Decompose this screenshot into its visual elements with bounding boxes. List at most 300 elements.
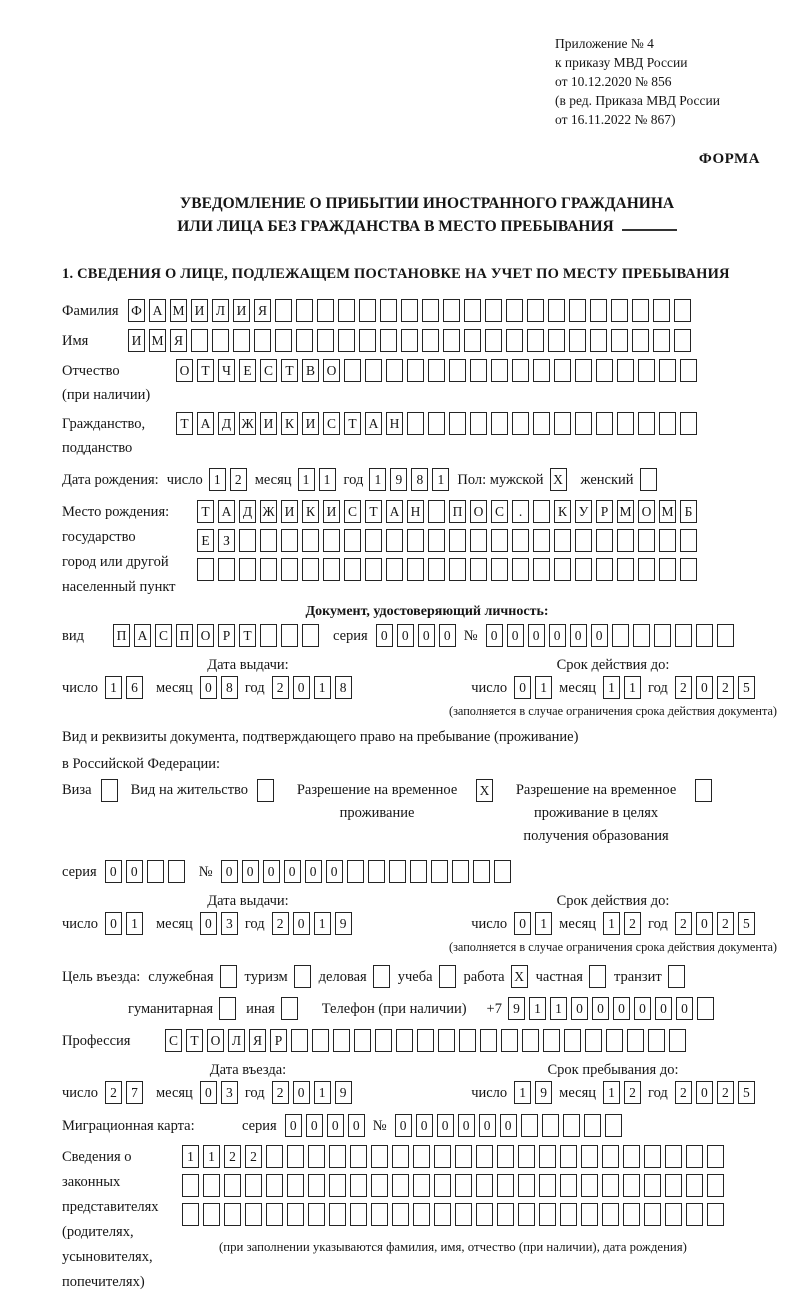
phone-cells xyxy=(508,997,714,1020)
issue-year-cells xyxy=(272,676,352,699)
char-cell xyxy=(470,359,487,382)
char-cell xyxy=(653,329,670,352)
char-cell xyxy=(596,529,613,552)
char-cell xyxy=(434,1145,451,1168)
issue-day-cells xyxy=(105,912,143,935)
char-cell: Я xyxy=(249,1029,266,1052)
char-cell xyxy=(491,558,508,581)
char-cell: 0 xyxy=(528,624,545,647)
char-cell: X xyxy=(511,965,528,988)
issue-year-cells xyxy=(272,912,352,935)
char-cell: 8 xyxy=(411,468,428,491)
char-cell xyxy=(494,860,511,883)
char-cell: 0 xyxy=(126,860,143,883)
char-cell xyxy=(413,1174,430,1197)
purpose-option-label: туризм xyxy=(244,969,288,985)
char-cell xyxy=(417,1029,434,1052)
purpose-work-checkbox xyxy=(511,965,528,988)
phone-prefix: +7 xyxy=(486,1001,502,1017)
visa-option xyxy=(62,779,118,802)
char-cell: П xyxy=(449,500,466,523)
char-cell xyxy=(596,359,613,382)
char-cell xyxy=(375,1029,392,1052)
char-cell: 1 xyxy=(535,912,552,935)
char-cell xyxy=(245,1203,262,1226)
char-cell xyxy=(623,1203,640,1226)
char-cell: К xyxy=(302,500,319,523)
purpose-row-2 xyxy=(62,997,792,1022)
char-cell: 2 xyxy=(717,912,734,935)
char-cell: 0 xyxy=(105,912,122,935)
char-cell: С xyxy=(491,500,508,523)
char-cell: 0 xyxy=(479,1114,496,1137)
char-cell: 9 xyxy=(508,997,525,1020)
char-cell xyxy=(518,1174,535,1197)
char-cell: 1 xyxy=(105,676,122,699)
char-cell: 0 xyxy=(293,676,310,699)
char-cell xyxy=(665,1174,682,1197)
char-cell: 1 xyxy=(624,676,641,699)
birth-date-row xyxy=(62,468,792,493)
char-cell: 0 xyxy=(200,676,217,699)
char-cell xyxy=(281,558,298,581)
month-label: месяц xyxy=(559,680,597,696)
char-cell xyxy=(354,1029,371,1052)
char-cell xyxy=(220,965,237,988)
char-cell: Т xyxy=(344,412,361,435)
char-cell: 1 xyxy=(126,912,143,935)
expiry-month-cells xyxy=(603,912,641,935)
char-cell xyxy=(281,624,298,647)
char-cell xyxy=(455,1203,472,1226)
char-cell xyxy=(287,1203,304,1226)
doc-series-label: серия xyxy=(333,628,368,644)
char-cell: 0 xyxy=(514,912,531,935)
char-cell xyxy=(680,359,697,382)
char-cell xyxy=(707,1145,724,1168)
series-label: серия xyxy=(62,864,97,880)
char-cell: С xyxy=(323,412,340,435)
citizenship-label: Гражданство, подданство xyxy=(62,416,146,456)
expiry-day-cells xyxy=(514,676,552,699)
char-cell xyxy=(323,529,340,552)
char-cell xyxy=(602,1174,619,1197)
char-cell: И xyxy=(260,412,277,435)
char-cell xyxy=(575,529,592,552)
char-cell xyxy=(674,329,691,352)
expiry-year-cells xyxy=(675,912,755,935)
birth-place-block xyxy=(62,500,792,600)
char-cell: 2 xyxy=(272,676,289,699)
char-cell xyxy=(413,1203,430,1226)
char-cell xyxy=(350,1203,367,1226)
migration-card-row xyxy=(62,1114,792,1139)
char-cell xyxy=(233,329,250,352)
char-cell xyxy=(560,1145,577,1168)
char-cell: Т xyxy=(239,624,256,647)
char-cell: 0 xyxy=(507,624,524,647)
purpose-label: Цель въезда: xyxy=(62,969,141,985)
char-cell xyxy=(569,299,586,322)
char-cell xyxy=(191,329,208,352)
purpose-private-checkbox xyxy=(589,965,606,988)
char-cell xyxy=(302,624,319,647)
char-cell xyxy=(275,329,292,352)
char-cell xyxy=(380,329,397,352)
month-label: месяц xyxy=(155,1085,193,1101)
char-cell xyxy=(329,1174,346,1197)
char-cell xyxy=(554,558,571,581)
doc-series-cells xyxy=(376,624,456,647)
header-line: от 10.12.2020 № 856 xyxy=(555,74,672,89)
purpose-row xyxy=(62,965,792,990)
char-cell xyxy=(371,1145,388,1168)
char-cell: А xyxy=(149,299,166,322)
day-label: число xyxy=(471,916,508,932)
char-cell xyxy=(653,299,670,322)
char-cell: Т xyxy=(365,500,382,523)
char-cell: 0 xyxy=(221,860,238,883)
representatives-note: (при заполнении указываются фамилия, имя, отчество (при наличии), дата рождения) xyxy=(219,1240,687,1254)
char-cell: 9 xyxy=(335,912,352,935)
char-cell xyxy=(533,558,550,581)
temp-residence-edu-checkbox xyxy=(695,779,712,802)
representatives-row-2 xyxy=(182,1174,724,1197)
purpose-option-label: транзит xyxy=(613,969,662,985)
char-cell: 0 xyxy=(305,860,322,883)
char-cell xyxy=(640,468,657,491)
char-cell: 0 xyxy=(591,624,608,647)
char-cell xyxy=(590,329,607,352)
char-cell: 1 xyxy=(603,676,620,699)
header-line: (в ред. Приказа МВД России xyxy=(555,93,720,108)
char-cell xyxy=(491,412,508,435)
char-cell xyxy=(266,1174,283,1197)
char-cell xyxy=(470,558,487,581)
char-cell xyxy=(294,965,311,988)
char-cell xyxy=(317,329,334,352)
char-cell: 8 xyxy=(335,676,352,699)
section-1-heading: 1. СВЕДЕНИЯ О ЛИЦЕ, ПОДЛЕЖАЩЕМ ПОСТАНОВКЕ НА УЧЕТ ПО МЕСТУ ПРЕБЫВАНИЯ xyxy=(62,266,730,282)
char-cell: 0 xyxy=(284,860,301,883)
char-cell xyxy=(539,1174,556,1197)
char-cell: 0 xyxy=(437,1114,454,1137)
char-cell: 2 xyxy=(675,912,692,935)
char-cell: И xyxy=(323,500,340,523)
char-cell xyxy=(623,1174,640,1197)
char-cell xyxy=(350,1174,367,1197)
char-cell: 0 xyxy=(514,676,531,699)
char-cell xyxy=(696,624,713,647)
char-cell: Е xyxy=(239,359,256,382)
char-cell: 0 xyxy=(549,624,566,647)
sex-male-group xyxy=(457,468,566,493)
char-cell xyxy=(312,1029,329,1052)
surname-label: Фамилия xyxy=(62,303,119,319)
char-cell xyxy=(219,997,236,1020)
profession-row xyxy=(62,1029,792,1054)
char-cell: Ж xyxy=(260,500,277,523)
stay-until-title: Срок пребывания до: xyxy=(547,1062,679,1078)
char-cell xyxy=(281,529,298,552)
char-cell xyxy=(611,329,628,352)
char-cell xyxy=(443,329,460,352)
char-cell: К xyxy=(554,500,571,523)
char-cell: 1 xyxy=(182,1145,199,1168)
char-cell xyxy=(522,1029,539,1052)
char-cell: 0 xyxy=(293,912,310,935)
char-cell: Р xyxy=(218,624,235,647)
char-cell xyxy=(296,329,313,352)
char-cell: 0 xyxy=(348,1114,365,1137)
document-title xyxy=(62,192,792,238)
char-cell xyxy=(359,329,376,352)
char-cell xyxy=(533,529,550,552)
phone-label: Телефон (при наличии) xyxy=(321,1001,467,1017)
char-cell xyxy=(407,529,424,552)
char-cell xyxy=(329,1145,346,1168)
char-cell xyxy=(668,965,685,988)
issue-date-title: Дата выдачи: xyxy=(207,657,289,673)
day-label: число xyxy=(166,472,203,488)
title-line-2: ИЛИ ЛИЦА БЕЗ ГРАЖДАНСТВА В МЕСТО ПРЕБЫВАНИЯ xyxy=(62,215,792,238)
sex-female-group xyxy=(581,468,657,493)
char-cell xyxy=(539,1203,556,1226)
char-cell xyxy=(459,1029,476,1052)
char-cell: С xyxy=(155,624,172,647)
char-cell xyxy=(644,1145,661,1168)
char-cell: 2 xyxy=(675,1081,692,1104)
migration-card-label: Миграционная карта: xyxy=(62,1118,195,1134)
char-cell: 1 xyxy=(603,1081,620,1104)
char-cell: 2 xyxy=(272,912,289,935)
char-cell xyxy=(648,1029,665,1052)
char-cell xyxy=(260,558,277,581)
identity-doc-title: Документ, удостоверяющий личность: xyxy=(305,604,549,619)
purpose-commercial-checkbox xyxy=(373,965,390,988)
char-cell: 5 xyxy=(738,1081,755,1104)
char-cell: 2 xyxy=(675,676,692,699)
char-cell: 0 xyxy=(655,997,672,1020)
char-cell xyxy=(449,412,466,435)
char-cell xyxy=(596,412,613,435)
char-cell: 0 xyxy=(570,624,587,647)
char-cell xyxy=(596,558,613,581)
char-cell xyxy=(449,529,466,552)
year-label: год xyxy=(244,1085,265,1101)
char-cell: И xyxy=(191,299,208,322)
char-cell xyxy=(308,1174,325,1197)
month-label: месяц xyxy=(559,1085,597,1101)
char-cell: 0 xyxy=(696,676,713,699)
char-cell xyxy=(638,529,655,552)
legal-header xyxy=(555,34,792,129)
char-cell: Т xyxy=(281,359,298,382)
char-cell xyxy=(347,860,364,883)
char-cell xyxy=(476,1145,493,1168)
char-cell xyxy=(563,1114,580,1137)
char-cell xyxy=(308,1145,325,1168)
series-label: серия xyxy=(242,1118,277,1134)
entry-day-cells xyxy=(105,1081,143,1104)
char-cell: 0 xyxy=(500,1114,517,1137)
char-cell: В xyxy=(302,359,319,382)
doc-kind-label: вид xyxy=(62,628,84,644)
issue-day-cells xyxy=(105,676,143,699)
expiry-note: (заполняется в случае ограничения срока действия документа) xyxy=(448,704,778,718)
number-label: № xyxy=(372,1118,387,1134)
char-cell xyxy=(669,1029,686,1052)
birth-year-group xyxy=(344,468,450,493)
birth-day-group xyxy=(167,468,247,493)
char-cell: 8 xyxy=(221,676,238,699)
char-cell xyxy=(527,299,544,322)
char-cell: 1 xyxy=(298,468,315,491)
char-cell xyxy=(686,1203,703,1226)
char-cell xyxy=(675,624,692,647)
residence-permit-option xyxy=(131,779,274,802)
char-cell xyxy=(581,1203,598,1226)
day-label: число xyxy=(62,1085,98,1101)
char-cell xyxy=(539,1145,556,1168)
char-cell: 2 xyxy=(624,1081,641,1104)
purpose-other-checkbox xyxy=(281,997,298,1020)
char-cell xyxy=(527,329,544,352)
issue-month-cells xyxy=(200,676,238,699)
char-cell: 0 xyxy=(263,860,280,883)
visa-label: Виза xyxy=(62,782,92,798)
char-cell xyxy=(521,1114,538,1137)
char-cell: М xyxy=(149,329,166,352)
expiry-note: (заполняется в случае ограничения срока действия документа) xyxy=(448,940,778,954)
char-cell xyxy=(224,1203,241,1226)
temp-residence-edu-label: Разрешение на временное проживание в целях получения образования xyxy=(515,782,677,844)
char-cell: Р xyxy=(270,1029,287,1052)
residence-number-cells xyxy=(221,860,511,883)
char-cell: А xyxy=(197,412,214,435)
char-cell xyxy=(584,1114,601,1137)
purpose-tourism-checkbox xyxy=(294,965,311,988)
char-cell xyxy=(431,860,448,883)
char-cell: Т xyxy=(186,1029,203,1052)
char-cell xyxy=(281,997,298,1020)
char-cell: И xyxy=(281,500,298,523)
char-cell xyxy=(476,1174,493,1197)
char-cell: Т xyxy=(197,500,214,523)
entry-month-cells xyxy=(200,1081,238,1104)
char-cell: 2 xyxy=(224,1145,241,1168)
char-cell: 2 xyxy=(245,1145,262,1168)
residence-permit-label: Вид на жительство xyxy=(130,782,249,798)
char-cell: Ч xyxy=(218,359,235,382)
char-cell xyxy=(464,299,481,322)
purpose-option-label: деловая xyxy=(318,969,367,985)
char-cell xyxy=(333,1029,350,1052)
representatives-block xyxy=(62,1145,792,1295)
year-label: год xyxy=(343,472,364,488)
char-cell xyxy=(266,1203,283,1226)
birth-month-cells xyxy=(298,468,336,491)
char-cell xyxy=(260,624,277,647)
char-cell: А xyxy=(365,412,382,435)
char-cell xyxy=(287,1145,304,1168)
char-cell xyxy=(569,329,586,352)
char-cell xyxy=(254,329,271,352)
char-cell xyxy=(329,1203,346,1226)
birth-date-label: Дата рождения: xyxy=(62,472,159,488)
char-cell: Н xyxy=(386,412,403,435)
char-cell: 0 xyxy=(696,1081,713,1104)
char-cell xyxy=(344,558,361,581)
char-cell: 6 xyxy=(126,676,143,699)
char-cell xyxy=(473,860,490,883)
char-cell: Е xyxy=(197,529,214,552)
month-label: месяц xyxy=(559,916,597,932)
char-cell xyxy=(659,529,676,552)
char-cell xyxy=(203,1203,220,1226)
char-cell xyxy=(644,1203,661,1226)
char-cell: О xyxy=(638,500,655,523)
char-cell: 2 xyxy=(230,468,247,491)
char-cell xyxy=(368,860,385,883)
char-cell xyxy=(638,558,655,581)
char-cell: 2 xyxy=(717,1081,734,1104)
char-cell xyxy=(654,624,671,647)
char-cell xyxy=(386,529,403,552)
char-cell: 0 xyxy=(458,1114,475,1137)
char-cell: 0 xyxy=(571,997,588,1020)
forma-label: ФОРМА xyxy=(698,151,760,167)
char-cell xyxy=(407,412,424,435)
char-cell xyxy=(239,558,256,581)
char-cell xyxy=(659,558,676,581)
char-cell: О xyxy=(207,1029,224,1052)
char-cell xyxy=(617,412,634,435)
char-cell xyxy=(717,624,734,647)
char-cell: 1 xyxy=(314,676,331,699)
char-cell: 0 xyxy=(200,912,217,935)
purpose-option-label: частная xyxy=(535,969,583,985)
char-cell: Л xyxy=(212,299,229,322)
patronymic-label: Отчество (при наличии) xyxy=(62,363,151,403)
char-cell xyxy=(680,558,697,581)
citizenship-row xyxy=(62,412,792,460)
char-cell xyxy=(543,1029,560,1052)
name-row xyxy=(62,329,792,354)
char-cell xyxy=(680,412,697,435)
char-cell xyxy=(506,329,523,352)
char-cell xyxy=(638,359,655,382)
char-cell xyxy=(686,1174,703,1197)
char-cell: 9 xyxy=(390,468,407,491)
char-cell: Б xyxy=(680,500,697,523)
char-cell: Д xyxy=(218,412,235,435)
char-cell xyxy=(182,1203,199,1226)
char-cell xyxy=(707,1174,724,1197)
char-cell: 2 xyxy=(624,912,641,935)
char-cell: 9 xyxy=(335,1081,352,1104)
char-cell: М xyxy=(617,500,634,523)
birth-month-group xyxy=(255,468,336,493)
char-cell: Я xyxy=(170,329,187,352)
char-cell: А xyxy=(386,500,403,523)
char-cell: 5 xyxy=(738,676,755,699)
month-label: месяц xyxy=(254,472,292,488)
char-cell xyxy=(428,412,445,435)
char-cell xyxy=(554,529,571,552)
char-cell xyxy=(617,359,634,382)
char-cell: 7 xyxy=(126,1081,143,1104)
